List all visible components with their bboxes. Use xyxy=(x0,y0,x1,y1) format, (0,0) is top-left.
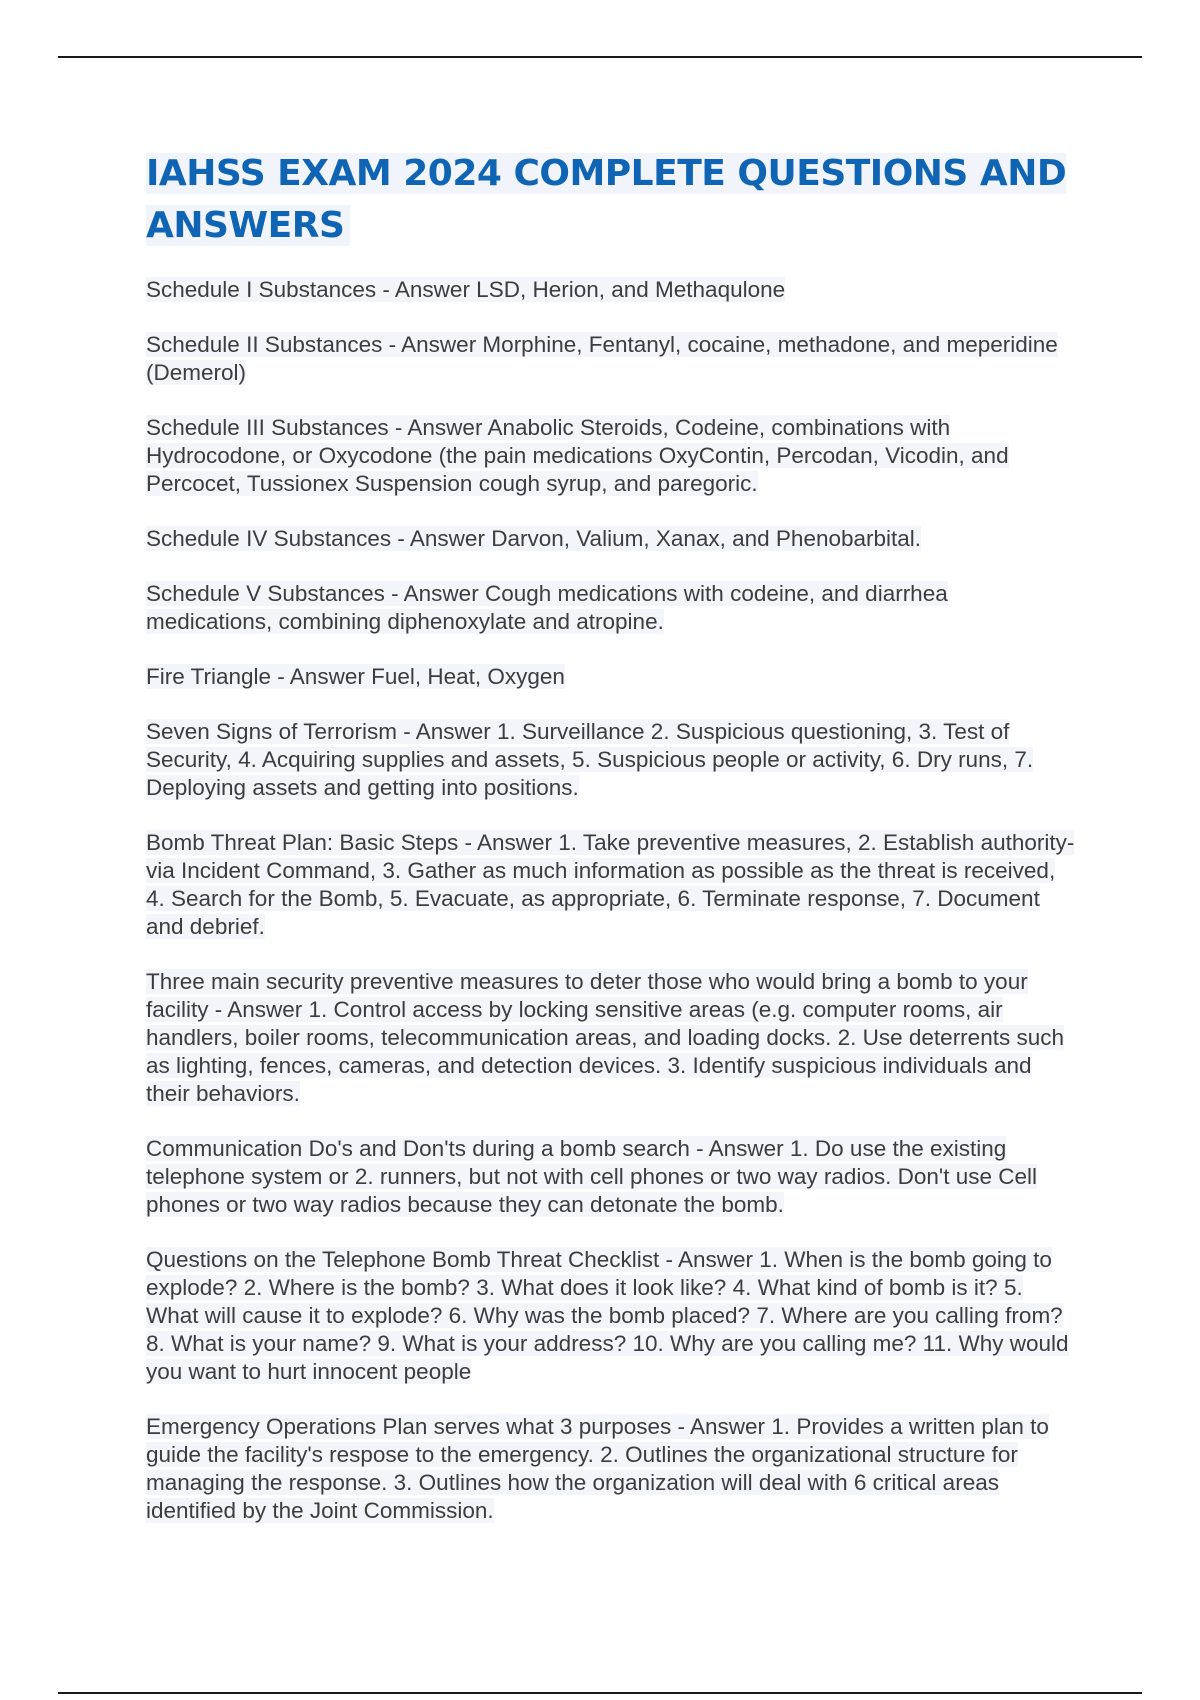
footer-rule xyxy=(58,1692,1142,1694)
qa-item-schedule-4: Schedule IV Substances - Answer Darvon, Valium, Xanax, and Phenobarbital. xyxy=(146,526,922,551)
qa-item-schedule-2: Schedule II Substances - Answer Morphine, Fentanyl, cocaine, methadone, and meperidine (Demerol) xyxy=(146,332,1058,385)
qa-list xyxy=(146,276,1076,1525)
qa-item-communication: Communication Do's and Don'ts during a bomb search - Answer 1. Do use the existing telephone system or 2. runners, but not with cell phones or two way radios. Don't use Cell phones or two way radios because they can detonate the bomb. xyxy=(146,1136,1038,1217)
qa-item-schedule-3: Schedule III Substances - Answer Anabolic Steroids, Codeine, combinations with Hydrocodone, or Oxycodone (the pain medications OxyContin, Percodan, Vicodin, and Percocet, Tussionex Suspension cough syrup, and paregoric. xyxy=(146,415,1009,496)
qa-item-bomb-threat-plan: Bomb Threat Plan: Basic Steps - Answer 1. Take preventive measures, 2. Establish authority-via Incident Command, 3. Gather as much information as possible as the threat is received, 4. Search for the Bomb, 5. Evacuate, as appropriate, 6. Terminate response, 7. Document and debrief. xyxy=(146,830,1075,939)
qa-item-emergency-operations-plan: Emergency Operations Plan serves what 3 purposes - Answer 1. Provides a written plan to guide the facility's respose to the emergency. 2. Outlines the organizational structure for managing the response. 3. Outlines how the organization will deal with 6 critical areas identified by the Joint Commission. xyxy=(146,1414,1049,1523)
qa-item-preventive-measures: Three main security preventive measures to deter those who would bring a bomb to your facility - Answer 1. Control access by locking sensitive areas (e.g. computer rooms, air handlers, boiler rooms, telecommunication areas, and loading docks. 2. Use deterrents such as lighting, fences, cameras, and detection devices. 3. Identify suspicious individuals and their behaviors. xyxy=(146,969,1064,1106)
qa-item-schedule-5: Schedule V Substances - Answer Cough medications with codeine, and diarrhea medications, combining diphenoxylate and atropine. xyxy=(146,581,948,634)
qa-item-telephone-checklist: Questions on the Telephone Bomb Threat Checklist - Answer 1. When is the bomb going to explode? 2. Where is the bomb? 3. What does it look like? 4. What kind of bomb is it? 5. What will cause it to explode? 6. Why was the bomb placed? 7. Where are you calling from? 8. What is your name? 9. What is your address? 10. Why are you calling me? 11. Why would you want to hurt innocent people xyxy=(146,1247,1069,1384)
header-rule xyxy=(58,56,1142,58)
document-title: IAHSS EXAM 2024 COMPLETE QUESTIONS AND ANSWERS xyxy=(146,153,1067,246)
document-body xyxy=(146,148,1076,1552)
qa-item-signs-of-terrorism: Seven Signs of Terrorism - Answer 1. Surveillance 2. Suspicious questioning, 3. Test of Security, 4. Acquiring supplies and assets, 5. Suspicious people or activity, 6. Dry runs, 7. Deploying assets and getting into positions. xyxy=(146,719,1034,800)
qa-item-fire-triangle: Fire Triangle - Answer Fuel, Heat, Oxygen xyxy=(146,664,565,689)
qa-item-schedule-1: Schedule I Substances - Answer LSD, Herion, and Methaqulone xyxy=(146,277,786,302)
